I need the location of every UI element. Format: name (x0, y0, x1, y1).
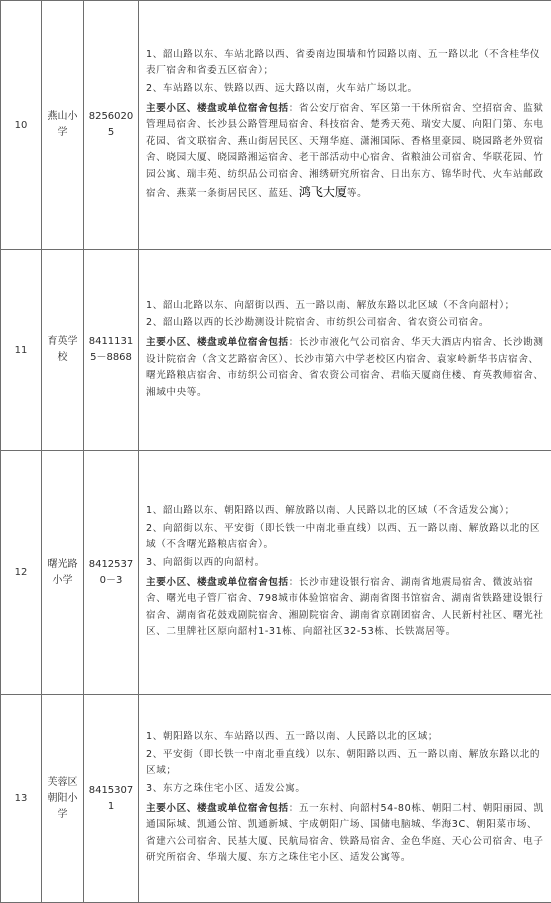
main-communities (146, 801, 545, 867)
row-number: 10 (1, 1, 42, 250)
range-line: 2、向韶街以东、平安街（即长铁一中南北垂直线）以西、五一路以南、解放路以北的区域（不含曙光路粮店宿舍）。 (146, 521, 545, 554)
school-phone: 84111315－8868 (84, 250, 139, 451)
main-communities (146, 101, 545, 203)
enrollment-area (139, 695, 551, 903)
main-communities-label: 主要小区、楼盘或单位宿舍包括 (146, 577, 289, 588)
main-communities-text: ：省公安厅宿舍、军区第一干休所宿舍、空招宿舍、监狱管理局宿舍、长沙县公路管理局宿舍、科技宿舍、楚秀天苑、瑞安大厦、向阳门第、东电花园、省文联宿舍、燕山街居民区、天翔华庭、潇湘国际、香格里豪园、晓园路老外贸宿舍、晓园大厦、晓园路湘运宿舍、老干部活动中心宿舍、省粮油公司宿舍、华联花园、竹园公寓、瑞丰苑、纺织品公司宿舍、湘绣研究所宿舍、日出东方、锦华时代、火车站邮政宿舍、燕菜一条街居民区、蓝廷、 (146, 103, 544, 199)
range-line: 1、韶山路以东、车站北路以西、省委南边围墙和竹园路以南、五一路以北（不含桂华仪表厂宿舍和省委五区宿舍）； (146, 47, 545, 80)
range-line: 3、东方之珠住宅小区、适发公寓。 (146, 781, 545, 798)
main-communities-text: ：五一东村、向韶村54-80栋、朝阳二村、朝阳丽园、凯通国际城、凯通公馆、凯通新城、宇成朝阳广场、国储电脑城、华海3C、朝阳菜市场、省建六公司宿舍、民基大厦、民航局宿舍、铁路局宿舍、金色华庭、天心公司宿舍、电子研究所宿舍、华瑞大厦、东方之珠住宅小区、适发公寓等。 (146, 803, 544, 864)
table-row (1, 695, 551, 903)
school-phone: 84125370－3 (84, 451, 139, 695)
main-communities (146, 575, 545, 641)
school-name: 育英学校 (42, 250, 84, 451)
school-name: 燕山小学 (42, 1, 84, 250)
main-communities-end: 等。 (347, 188, 367, 199)
school-name: 芙蓉区朝阳小学 (42, 695, 84, 903)
table-row (1, 451, 551, 695)
main-communities-label: 主要小区、楼盘或单位宿舍包括 (146, 103, 289, 114)
main-communities-text: ：长沙市建设银行宿舍、湖南省地震局宿舍、微波站宿舍、曙光电子管厂宿舍、798城市体验馆宿舍、湖南省图书馆宿舍、湖南省铁路建设银行宿舍、湖南省花鼓戏剧院宿舍、湘剧院宿舍、湖南省京剧团宿舍、人民新村社区、曙光社区、二里牌社区原向韶村1-31栋、向韶社区32-53栋、长铁嵩居等。 (146, 577, 544, 638)
school-phone: 84153071 (84, 695, 139, 903)
range-line: 2、韶山路以西的长沙勘测设计院宿舍、市纺织公司宿舍、省农资公司宿舍。 (146, 315, 545, 332)
enrollment-area (139, 451, 551, 695)
table-row (1, 1, 551, 250)
range-line: 1、韶山北路以东、向韶街以西、五一路以南、解放东路以北区域（不含向韶村）； (146, 298, 545, 315)
range-line: 2、平安街（即长铁一中南北垂直线）以东、朝阳路以西、五一路以南、解放东路以北的区域； (146, 747, 545, 780)
table-row (1, 250, 551, 451)
row-number: 11 (1, 250, 42, 451)
main-communities-highlight: 鸿飞大厦 (299, 185, 347, 199)
school-phone: 82560205 (84, 1, 139, 250)
range-line: 2、车站路以东、铁路以西、远大路以南，火车站广场以北。 (146, 81, 545, 98)
school-name: 曙光路小学 (42, 451, 84, 695)
enrollment-area (139, 1, 551, 250)
main-communities-label: 主要小区、楼盘或单位宿舍包括 (146, 803, 289, 814)
range-line: 1、韶山路以东、朝阳路以西、解放路以南、人民路以北的区域（不含适发公寓）； (146, 503, 545, 520)
range-line: 3、向韶街以西的向韶村。 (146, 555, 545, 572)
main-communities-label: 主要小区、楼盘或单位宿舍包括 (146, 337, 289, 348)
main-communities-text: ：长沙市液化气公司宿舍、华天大酒店内宿舍、长沙勘测设计院宿舍（含文艺路宿舍区）、长沙市第六中学老校区内宿舍、袁家岭新华书店宿舍、曙光路粮店宿舍、市纺织公司宿舍、省农资公司宿舍、君临天厦商住楼、育英教师宿舍、湘域中央等。 (146, 337, 544, 398)
enrollment-area (139, 250, 551, 451)
range-line: 1、朝阳路以东、车站路以西、五一路以南、人民路以北的区域； (146, 729, 545, 746)
row-number: 12 (1, 451, 42, 695)
row-number: 13 (1, 695, 42, 903)
main-communities (146, 335, 545, 401)
